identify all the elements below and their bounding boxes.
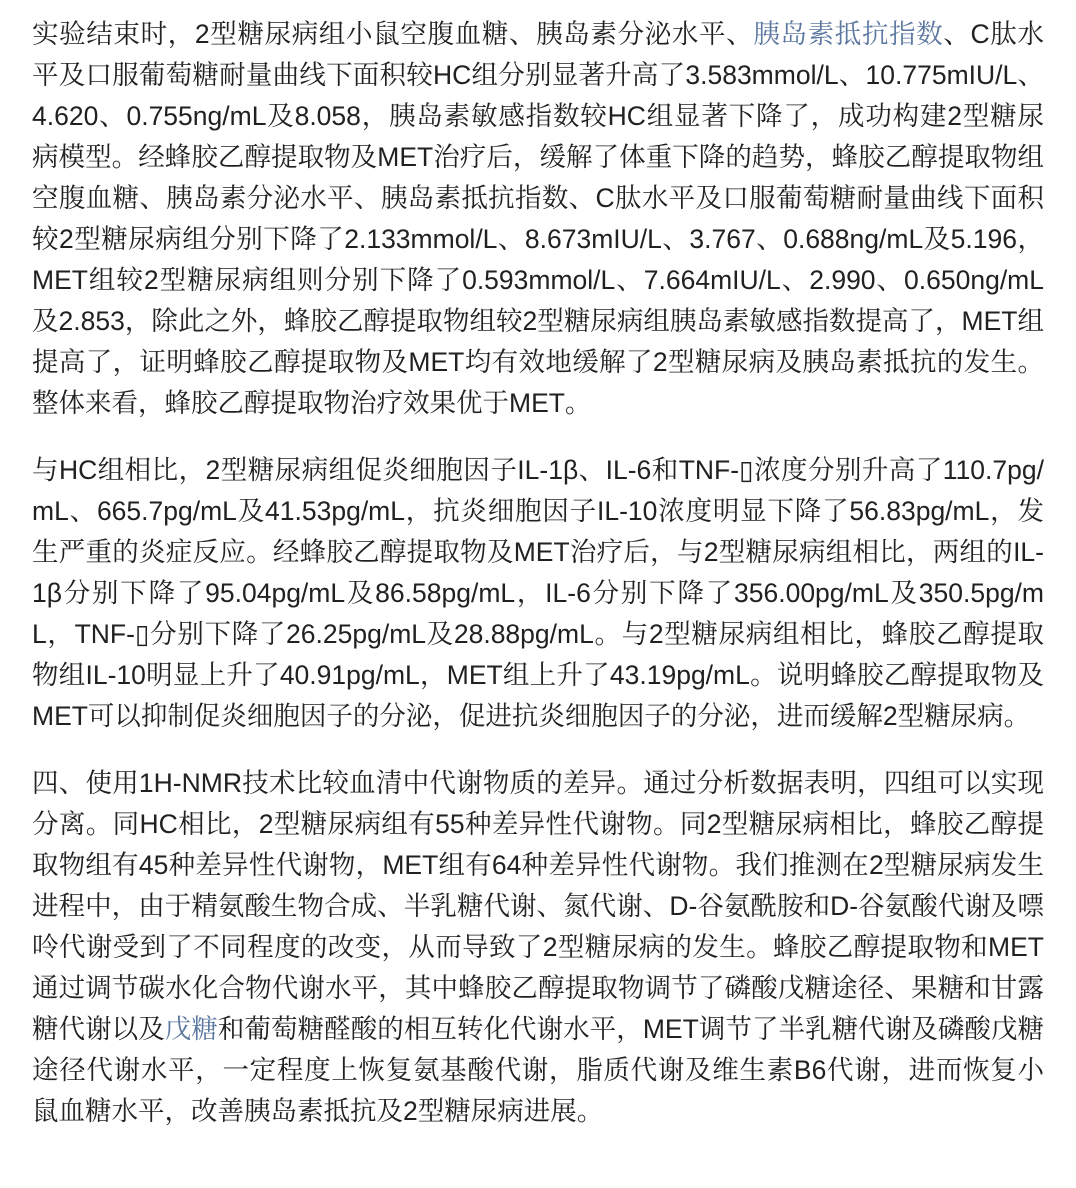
text-run: 、C肽水平及口服葡萄糖耐量曲线下面积较HC组分别显著升高了3.583mmol/L、10.775mIU/L、4.620、0.755ng/mL及8.058，胰岛素敏感指数较HC组显著下降了，成功构建2型糖尿病模型。经蜂胶乙醇提取物及MET治疗后，缓解了体重下降的趋势，蜂胶乙醇提取物组空腹血糖、胰岛素分泌水平、胰岛素抵抗指数、C肽水平及口服葡萄糖耐量曲线下面积较2型糖尿病组分别下降了2.133mmol/L、8.673mIU/L、3.767、0.688ng/mL及5.196，MET组较2型糖尿病组则分别下降了0.593mmol/L、7.664mIU/L、2.990、0.650ng/mL及2.853，除此之外，蜂胶乙醇提取物组较2型糖尿病组胰岛素敏感指数提高了，MET组提高了，证明蜂胶乙醇提取物及MET均有效地缓解了2型糖尿病及胰岛素抵抗的发生。整体来看，蜂胶乙醇提取物治疗效果优于MET。 <box>32 19 1044 418</box>
paragraph-cytokine-results <box>32 450 1044 737</box>
text-run: 四、使用1H-NMR技术比较血清中代谢物质的差异。通过分析数据表明，四组可以实现分离。同HC相比，2型糖尿病组有55种差异性代谢物。同2型糖尿病相比，蜂胶乙醇提取物组有45种差异性代谢物，MET组有64种差异性代谢物。我们推测在2型糖尿病发生进程中，由于精氨酸生物合成、半乳糖代谢、氮代谢、D-谷氨酰胺和D-谷氨酸代谢及嘌呤代谢受到了不同程度的改变，从而导致了2型糖尿病的发生。蜂胶乙醇提取物和MET通过调节碳水化合物代谢水平，其中蜂胶乙醇提取物调节了磷酸戊糖途径、果糖和甘露糖代谢以及 <box>32 768 1044 1044</box>
highlighted-term[interactable]: 胰岛素抵抗指数 <box>753 19 944 49</box>
paragraph-nmr-metabolomics <box>32 763 1044 1132</box>
text-run: 与HC组相比，2型糖尿病组促炎细胞因子IL-1β、IL-6和TNF-▯浓度分别升高了110.7pg/mL、665.7pg/mL及41.53pg/mL，抗炎细胞因子IL-10浓度明显下降了56.83pg/mL，发生严重的炎症反应。经蜂胶乙醇提取物及MET治疗后，与2型糖尿病组相比，两组的IL-1β分别下降了95.04pg/mL及86.58pg/mL，IL-6分别下降了356.00pg/mL及350.5pg/mL，TNF-▯分别下降了26.25pg/mL及28.88pg/mL。与2型糖尿病组相比，蜂胶乙醇提取物组IL-10明显上升了40.91pg/mL，MET组上升了43.19pg/mL。说明蜂胶乙醇提取物及MET可以抑制促炎细胞因子的分泌，促进抗炎细胞因子的分泌，进而缓解2型糖尿病。 <box>32 455 1044 731</box>
document-body <box>32 14 1044 1132</box>
text-run: 实验结束时，2型糖尿病组小鼠空腹血糖、胰岛素分泌水平、 <box>32 19 754 49</box>
text-run: 和葡萄糖醛酸的相互转化代谢水平，MET调节了半乳糖代谢及磷酸戊糖途径代谢水平，一定程度上恢复氨基酸代谢，脂质代谢及维生素B6代谢，进而恢复小鼠血糖水平，改善胰岛素抵抗及2型糖尿病进展。 <box>32 1014 1045 1126</box>
paragraph-diabetes-model-results <box>32 14 1044 424</box>
highlighted-term[interactable]: 戊糖 <box>164 1014 218 1044</box>
